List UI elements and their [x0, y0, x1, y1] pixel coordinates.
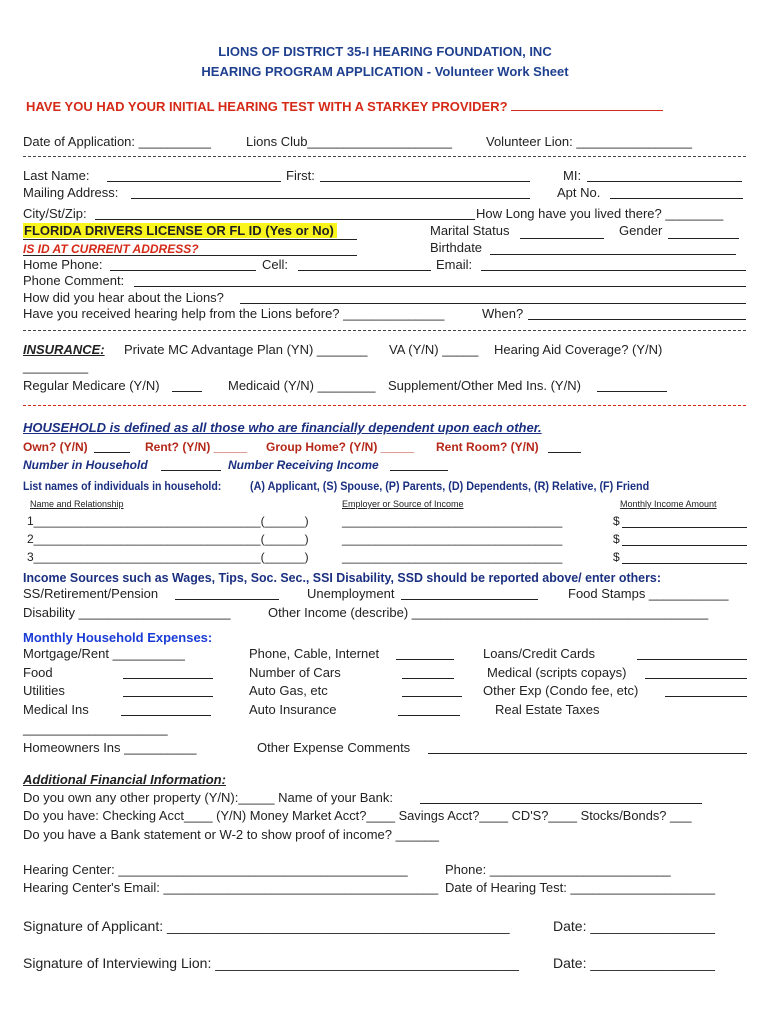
birthdate-label: Birthdate — [430, 240, 483, 255]
starkey-question — [26, 98, 663, 114]
auto-gas-field[interactable] — [402, 696, 462, 697]
apt-label: Apt No. — [557, 185, 601, 200]
household-row-2-amount[interactable] — [622, 545, 747, 546]
medicare-label: Regular Medicare (Y/N) — [23, 378, 160, 393]
email-field[interactable] — [481, 270, 746, 271]
first-name-field[interactable] — [320, 181, 530, 182]
auto-insurance-label: Auto Insurance — [249, 702, 337, 717]
financial-heading: Additional Financial Information: — [23, 772, 226, 787]
hearing-aid-coverage-field[interactable]: _________ — [23, 359, 89, 374]
apt-field[interactable] — [610, 198, 743, 199]
rent-room-field[interactable] — [548, 452, 581, 453]
disability-field[interactable]: Disability _____________________ — [23, 605, 231, 620]
title-line-2: HEARING PROGRAM APPLICATION - Volunteer Work Sheet — [201, 64, 569, 79]
supplement-label: Supplement/Other Med Ins. (Y/N) — [388, 378, 581, 393]
number-household-field[interactable] — [161, 470, 221, 471]
hearing-center-phone-field[interactable]: Phone: _________________________ — [445, 862, 671, 877]
medicaid-field[interactable]: Medicaid (Y/N) ________ — [228, 378, 376, 393]
volunteer-lion-field[interactable]: Volunteer Lion: ________________ — [486, 134, 693, 149]
household-row-3-amount[interactable] — [622, 563, 747, 564]
fl-license-question: FLORIDA DRIVERS LICENSE OR FL ID (Yes or No) — [23, 223, 337, 238]
how-long-field[interactable]: How Long have you lived there? ________ — [476, 206, 724, 221]
when-field[interactable] — [528, 319, 746, 320]
medical-scripts-field[interactable] — [645, 678, 747, 679]
hearing-center-field[interactable]: Hearing Center: ________________________________________ — [23, 862, 408, 877]
household-row-3-employer[interactable]: _________________________________ — [342, 550, 563, 564]
home-phone-field[interactable] — [110, 270, 256, 271]
mc-advantage-field[interactable]: Private MC Advantage Plan (YN) _______ — [124, 342, 368, 357]
lions-club-field[interactable]: Lions Club____________________ — [246, 134, 453, 149]
own-label: Own? (Y/N) — [23, 440, 88, 454]
household-row-1-amount[interactable] — [622, 527, 747, 528]
other-expense-comments-field[interactable] — [428, 753, 747, 754]
bank-name-field[interactable] — [420, 803, 702, 804]
real-estate-label: Real Estate Taxes — [495, 702, 600, 717]
medical-ins-label: Medical Ins — [23, 702, 89, 717]
household-row-3-name[interactable]: 3__________________________________(______) — [27, 550, 309, 564]
other-income-field[interactable]: Other Income (describe) _________________________________________ — [268, 605, 709, 620]
date-of-application[interactable]: Date of Application: __________ — [23, 134, 211, 149]
city-field[interactable] — [95, 219, 475, 220]
starkey-answer-field[interactable] — [511, 98, 663, 111]
col-name-header: Name and Relationship — [30, 499, 124, 509]
other-exp-label: Other Exp (Condo fee, etc) — [483, 683, 639, 698]
homeowners-ins-field[interactable]: Homeowners Ins __________ — [23, 740, 197, 755]
household-row-1-employer[interactable]: _________________________________ — [342, 514, 563, 528]
lion-date-field[interactable]: Date: ________________ — [553, 955, 715, 971]
household-definition: HOUSEHOLD is defined as all those who are financially dependent upon each other. — [23, 420, 542, 435]
num-cars-label: Number of Cars — [249, 665, 341, 680]
number-income-field[interactable] — [390, 470, 448, 471]
col-employer-header: Employer or Source of Income — [342, 499, 464, 509]
section-divider-insurance — [23, 330, 746, 331]
utilities-label: Utilities — [23, 683, 65, 698]
email-label: Email: — [436, 257, 473, 272]
when-label: When? — [482, 306, 524, 321]
birthdate-field[interactable] — [490, 254, 736, 255]
rent-field[interactable]: Rent? (Y/N) _____ — [145, 440, 248, 454]
marital-status-label: Marital Status — [430, 223, 510, 238]
medicare-field[interactable] — [172, 391, 202, 392]
section-divider-household — [23, 405, 746, 406]
cell-field[interactable] — [298, 270, 431, 271]
income-sources-heading: Income Sources such as Wages, Tips, Soc. Sec., SSI Disability, SSD should be reported above/ enter others: — [23, 570, 661, 585]
accounts-field[interactable]: Do you have: Checking Acct____ (Y/N) Money Market Acct?____ Savings Acct?____ CD'S?____ Stocks/Bonds? ___ — [23, 808, 692, 823]
phone-cable-label: Phone, Cable, Internet — [249, 646, 380, 661]
lion-signature-field[interactable]: Signature of Interviewing Lion: _______________________________________ — [23, 955, 519, 971]
list-names-label: List names of individuals in household: — [23, 479, 222, 493]
last-name-label: Last Name: — [23, 168, 90, 183]
other-expense-comments-label: Other Expense Comments — [257, 740, 411, 755]
loans-field[interactable] — [637, 659, 747, 660]
col-amount-header: Monthly Income Amount — [620, 499, 717, 509]
mailing-address-label: Mailing Address: — [23, 185, 119, 200]
insurance-label: INSURANCE: — [23, 342, 105, 357]
gender-label: Gender — [619, 223, 663, 238]
list-codes: (A) Applicant, (S) Spouse, (P) Parents, (D) Dependents, (R) Relative, (F) Friend — [250, 479, 650, 493]
marital-status-field[interactable] — [520, 238, 604, 239]
mi-field[interactable] — [587, 181, 742, 182]
expenses-heading: Monthly Household Expenses: — [23, 630, 213, 645]
ss-label: SS/Retirement/Pension — [23, 586, 159, 601]
household-row-2-amount-label: $ — [613, 532, 620, 546]
id-current-question: IS ID AT CURRENT ADDRESS? — [23, 242, 199, 256]
household-row-1-name[interactable]: 1__________________________________(______) — [27, 514, 309, 528]
group-home-field[interactable]: Group Home? (Y/N) _____ — [266, 440, 415, 454]
hearing-center-email-field[interactable]: Hearing Center's Email: ______________________________________ — [23, 880, 439, 895]
last-name-field[interactable] — [107, 181, 281, 182]
number-income-label: Number Receiving Income — [228, 458, 379, 472]
number-household-label: Number in Household — [23, 458, 148, 472]
starkey-question-text: HAVE YOU HAD YOUR INITIAL HEARING TEST WITH A STARKEY PROVIDER? — [26, 99, 508, 114]
num-cars-field[interactable] — [402, 678, 454, 679]
household-row-2-name[interactable]: 2__________________________________(______) — [27, 532, 309, 546]
fl-license-field[interactable] — [23, 239, 357, 240]
property-bank-label: Do you own any other property (Y/N):_____ Name of your Bank: — [23, 790, 393, 805]
received-help-field[interactable]: Have you received hearing help from the Lions before? ______________ — [23, 306, 445, 321]
first-name-label: First: — [286, 168, 315, 183]
phone-comment-label: Phone Comment: — [23, 273, 125, 288]
medical-scripts-label: Medical (scripts copays) — [487, 665, 627, 680]
applicant-signature-field[interactable]: Signature of Applicant: ____________________________________________ — [23, 918, 510, 934]
food-field[interactable] — [123, 678, 213, 679]
hear-about-label: How did you hear about the Lions? — [23, 290, 224, 305]
own-field[interactable] — [94, 452, 130, 453]
mailing-address-field[interactable] — [131, 198, 530, 199]
rent-room-label: Rent Room? (Y/N) — [436, 440, 539, 454]
loans-label: Loans/Credit Cards — [483, 646, 595, 661]
id-current-field[interactable] — [23, 255, 357, 256]
unemployment-field[interactable] — [401, 599, 538, 600]
va-field[interactable]: VA (Y/N) _____ — [389, 342, 479, 357]
auto-insurance-field[interactable] — [398, 715, 460, 716]
other-exp-field[interactable] — [665, 696, 747, 697]
section-divider — [23, 156, 746, 157]
gender-field[interactable] — [668, 238, 739, 239]
utilities-field[interactable] — [123, 696, 213, 697]
ss-field[interactable] — [175, 599, 279, 600]
applicant-date-field[interactable]: Date: ________________ — [553, 918, 715, 934]
phone-comment-field[interactable] — [134, 286, 746, 287]
mortgage-field[interactable]: Mortgage/Rent __________ — [23, 646, 185, 661]
home-phone-label: Home Phone: — [23, 257, 103, 272]
supplement-field[interactable] — [597, 391, 667, 392]
mi-label: MI: — [563, 168, 582, 183]
hear-about-field[interactable] — [240, 303, 746, 304]
auto-gas-label: Auto Gas, etc — [249, 683, 328, 698]
food-stamps-field[interactable]: Food Stamps ___________ — [568, 586, 729, 601]
title-line-1: LIONS OF DISTRICT 35-I HEARING FOUNDATION, INC — [218, 44, 552, 59]
household-row-3-amount-label: $ — [613, 550, 620, 564]
bank-statement-field[interactable]: Do you have a Bank statement or W-2 to show proof of income? ______ — [23, 827, 439, 842]
medical-ins-field[interactable] — [121, 715, 211, 716]
cell-label: Cell: — [262, 257, 289, 272]
city-label: City/St/Zip: — [23, 206, 87, 221]
household-row-1-amount-label: $ — [613, 514, 620, 528]
expense-separator: ____________________ — [23, 721, 168, 736]
unemployment-label: Unemployment — [307, 586, 395, 601]
food-label: Food — [23, 665, 53, 680]
household-row-2-employer[interactable]: _________________________________ — [342, 532, 563, 546]
phone-cable-field[interactable] — [396, 659, 454, 660]
hearing-test-date-field[interactable]: Date of Hearing Test: ____________________ — [445, 880, 716, 895]
hearing-aid-coverage-label: Hearing Aid Coverage? (Y/N) — [494, 342, 663, 357]
